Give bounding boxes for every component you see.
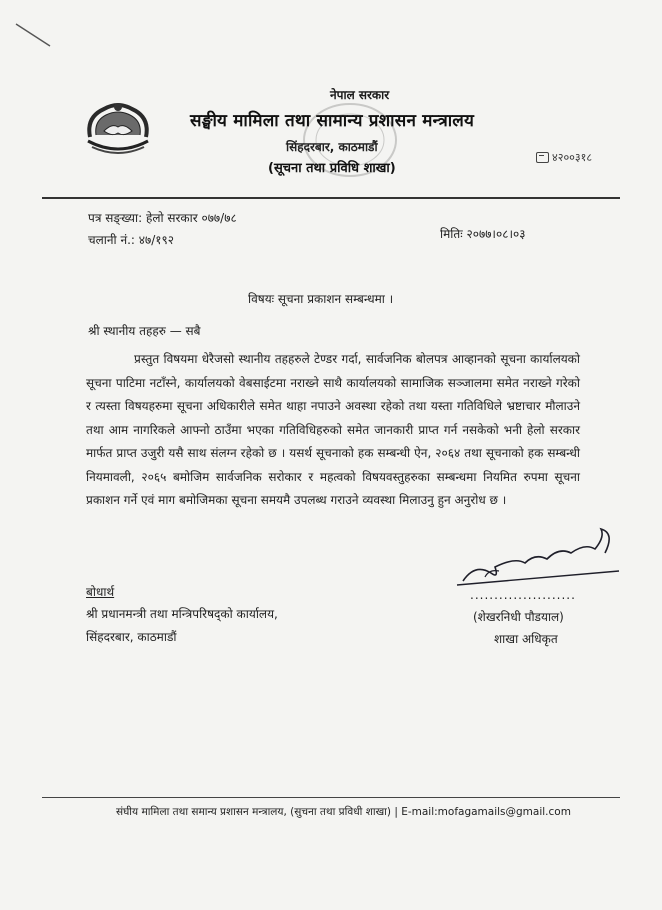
letter-addressee: श्री स्थानीय तहहरु — सबै xyxy=(88,324,201,338)
government-name: नेपाल सरकार xyxy=(330,88,390,102)
ministry-name: सङ्घीय मामिला तथा सामान्य प्रशासन मन्त्रालय xyxy=(190,111,475,131)
branch-name: (सूचना तथा प्रविधि शाखा) xyxy=(268,161,396,176)
signer-title: शाखा अधिकृत xyxy=(494,632,558,646)
ministry-place: सिंहदरबार, काठमाडौं xyxy=(286,140,378,154)
letter-subject: विषयः सूचना प्रकाशन सम्बन्धमा । xyxy=(248,292,394,306)
handwritten-signature xyxy=(455,523,625,588)
phone-value: ४२००३१८ xyxy=(552,151,593,164)
fyi-office: श्री प्रधानमन्त्री तथा मन्त्रिपरिषद्को कार्यालय, xyxy=(86,607,278,621)
signer-name: (शेखरनिधी पौडयाल) xyxy=(473,610,564,624)
letter-date: मितिः २०७७।०८।०३ xyxy=(440,227,526,241)
letter-body: प्रस्तुत विषयमा धेरैजसो स्थानीय तहहरुले टेण्डर गर्दा, सार्वजनिक बोलपत्र आव्हानको सूचना कार्यालयको सूचना पाटिमा नटाँस्ने, कार्यालयको वेबसाईटमा नराख्ने साथै कार्यालयको सामाजिक सञ्जालमा समेत नराख्ने गरेको र त्यस्ता विषयहरुमा सूचना अधिकारीले समेत थाहा नपाउने अवस्था रहेको तथा यस्ता गतिविधिले भ्रष्टाचार मौलाउने तथा आम नागरिकले आफ्नो ठाउँमा भएका गतिविधिहरुको समेत जानकारी प्राप्त गर्न नसकेको भनी हेलो सरकार मार्फत प्राप्त उजुरी यसै साथ संलग्न रहेको छ । यसर्थ सूचनाको हक सम्बन्धी ऐन, २०६४ तथा सूचनाको हक सम्बन्धी नियमावली, २०६५ बमोजिम सार्वजनिक सरोकार र महत्वको विषयवस्तुहरुका सम्बन्धमा नियमित रुपमा सूचना प्रकाशन गर्ने एवं माग बमोजिमका सूचना समयमै उपलब्ध गराउने व्यवस्था मिलाउनु हुन अनुरोध छ । xyxy=(86,352,580,507)
phone-number xyxy=(536,150,592,165)
footer-divider xyxy=(42,797,620,798)
fyi-place: सिंहदरबार, काठमाडौं xyxy=(86,630,177,644)
header-divider xyxy=(42,197,620,199)
dispatch-number: चलानी नं.: ४७/१९२ xyxy=(88,233,175,247)
telephone-icon xyxy=(536,152,549,163)
nepal-emblem-icon xyxy=(82,97,154,159)
signature-line: ...................... xyxy=(470,588,576,602)
footer-text: संघीय मामिला तथा समान्य प्रशासन मन्त्रालय, (सुचना तथा प्रविधी शाखा) | E-mail:mofagamails@gmail.com xyxy=(116,806,571,818)
fyi-label: बोधार्थ xyxy=(86,585,115,599)
corner-mark xyxy=(14,20,54,50)
reference-number: पत्र सङ्ख्या: हेलो सरकार ०७७/७८ xyxy=(88,211,237,225)
